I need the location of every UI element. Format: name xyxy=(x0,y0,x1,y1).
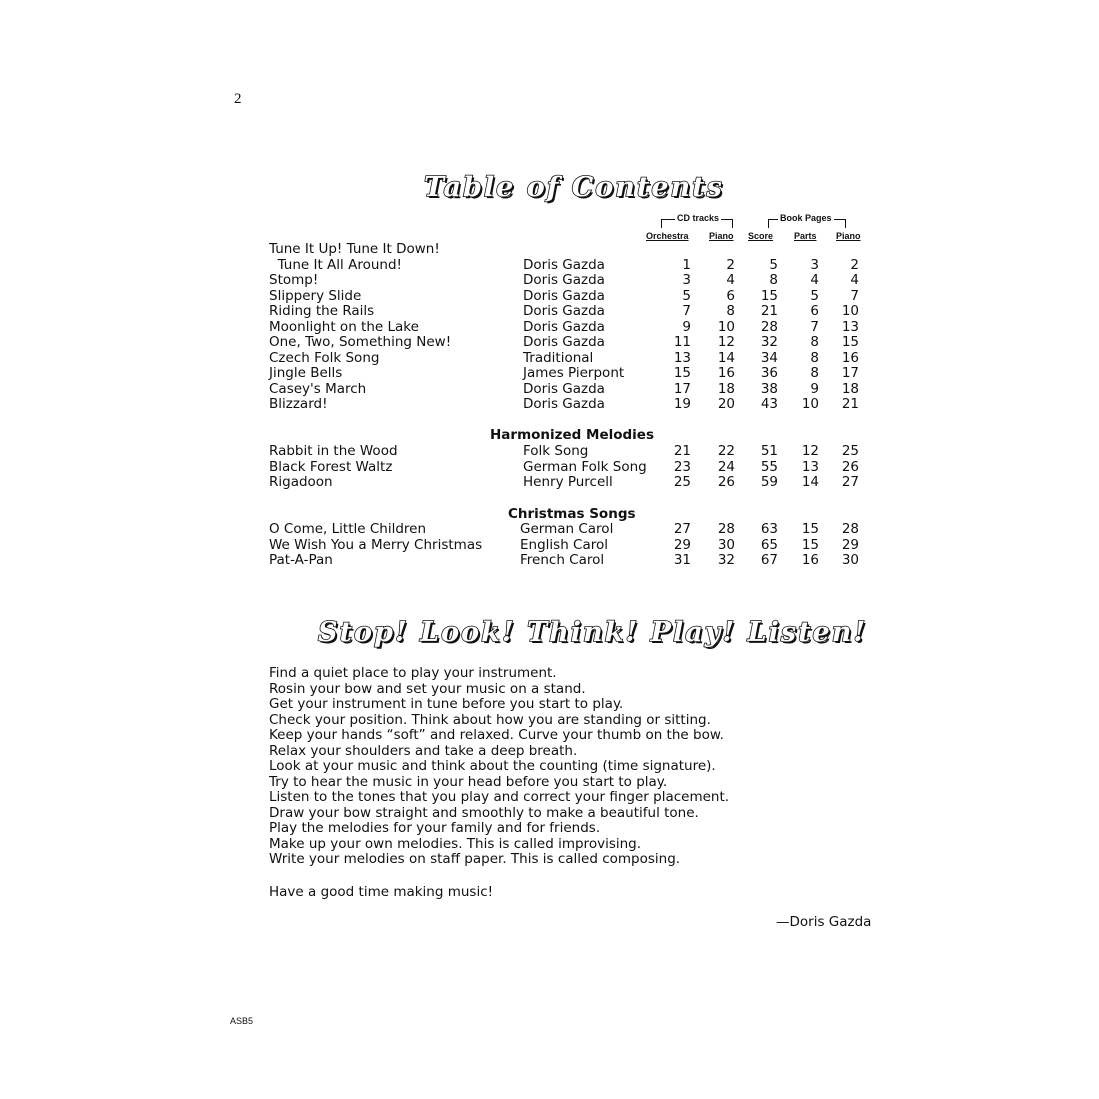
table-row xyxy=(0,365,1099,381)
score-page: 55 xyxy=(760,458,778,475)
piano-page: 2 xyxy=(850,256,859,273)
tip-line: Keep your hands “soft” and relaxed. Curve your thumb on the bow. xyxy=(269,727,724,743)
col-header-score: Score xyxy=(748,231,774,241)
tip-line: Relax your shoulders and take a deep breath. xyxy=(269,742,578,759)
score-page: 43 xyxy=(760,396,778,412)
orchestra-track: 7 xyxy=(682,303,691,319)
piano-page: 18 xyxy=(841,380,859,397)
tips-title: Stop! Look! Think! Play! Listen! xyxy=(318,617,868,648)
song-title: Tune It All Around! xyxy=(269,256,402,273)
table-row xyxy=(0,537,1099,553)
piano-page: 17 xyxy=(841,365,859,381)
composer: Traditional xyxy=(523,349,594,366)
composer: Doris Gazda xyxy=(523,318,605,335)
orchestra-track: 5 xyxy=(682,287,691,304)
composer: Doris Gazda xyxy=(523,303,605,319)
orchestra-track: 3 xyxy=(682,272,691,288)
orchestra-track: 11 xyxy=(673,334,691,350)
score-page: 36 xyxy=(760,365,778,381)
composer: Doris Gazda xyxy=(523,256,605,273)
piano-track: 12 xyxy=(717,334,735,350)
orchestra-track: 13 xyxy=(673,349,691,366)
score-page: 8 xyxy=(769,272,778,288)
piano-track: 24 xyxy=(717,458,735,475)
book-pages-group xyxy=(768,213,846,229)
composer: Folk Song xyxy=(523,443,589,459)
piano-track: 2 xyxy=(726,256,735,273)
tip-line: Make up your own melodies. This is called improvising. xyxy=(269,835,642,852)
piano-track: 10 xyxy=(717,318,735,335)
orchestra-track: 25 xyxy=(673,474,691,490)
parts-page: 12 xyxy=(801,443,819,459)
section-heading-christmas: Christmas Songs xyxy=(508,506,636,522)
parts-page: 16 xyxy=(801,552,819,568)
col-header-book-piano: Piano xyxy=(836,231,861,241)
bracket-right xyxy=(832,219,846,228)
composer: German Folk Song xyxy=(523,458,647,475)
tip-line: Play the melodies for your family and for friends. xyxy=(269,820,601,836)
table-row xyxy=(0,552,1099,568)
piano-page: 26 xyxy=(841,458,859,475)
score-page: 59 xyxy=(760,474,778,490)
tip-line: Write your melodies on staff paper. This is called composing. xyxy=(269,851,681,867)
tip-line: Check your position. Think about how you are standing or sitting. xyxy=(269,711,711,728)
song-title: Rigadoon xyxy=(269,474,333,490)
table-row xyxy=(0,350,1099,366)
orchestra-track: 21 xyxy=(673,443,691,459)
tip-line: Draw your bow straight and smoothly to make a beautiful tone. xyxy=(269,804,699,821)
song-title: Slippery Slide xyxy=(269,287,362,304)
parts-page: 8 xyxy=(810,334,819,350)
song-title: Black Forest Waltz xyxy=(269,458,393,475)
piano-track: 16 xyxy=(717,365,735,381)
table-row xyxy=(0,288,1099,304)
parts-page: 7 xyxy=(810,318,819,335)
piano-track: 26 xyxy=(717,474,735,490)
col-header-cd-piano: Piano xyxy=(709,231,734,241)
piano-page: 29 xyxy=(841,536,859,553)
score-page: 34 xyxy=(760,349,778,366)
parts-page: 5 xyxy=(810,287,819,304)
page-number: 2 xyxy=(234,91,242,107)
piano-page: 13 xyxy=(841,318,859,335)
piano-track: 30 xyxy=(717,536,735,553)
piano-track: 32 xyxy=(717,552,735,568)
parts-page: 8 xyxy=(810,365,819,381)
piano-track: 22 xyxy=(717,443,735,459)
composer: English Carol xyxy=(520,536,609,553)
song-title: Riding the Rails xyxy=(269,303,375,319)
orchestra-track: 29 xyxy=(673,536,691,553)
parts-page: 3 xyxy=(810,256,819,273)
score-page: 51 xyxy=(760,443,778,459)
score-page: 32 xyxy=(760,334,778,350)
piano-page: 21 xyxy=(841,396,859,412)
score-page: 15 xyxy=(760,287,778,304)
table-row xyxy=(0,396,1099,412)
parts-page: 14 xyxy=(801,474,819,490)
composer: Doris Gazda xyxy=(523,380,605,397)
score-page: 5 xyxy=(769,256,778,273)
cd-tracks-group xyxy=(661,213,733,229)
book-pages-label: Book Pages xyxy=(780,213,832,223)
tip-line: Look at your music and think about the counting (time signature). xyxy=(269,758,716,774)
piano-page: 7 xyxy=(850,287,859,304)
orchestra-track: 23 xyxy=(673,458,691,475)
table-row xyxy=(0,319,1099,335)
score-page: 38 xyxy=(760,380,778,397)
table-row xyxy=(0,474,1099,490)
piano-track: 20 xyxy=(717,396,735,412)
song-title: O Come, Little Children xyxy=(269,521,427,537)
piano-track: 4 xyxy=(726,272,735,288)
piano-page: 15 xyxy=(841,334,859,350)
composer: James Pierpont xyxy=(523,365,625,381)
orchestra-track: 9 xyxy=(682,318,691,335)
score-page: 28 xyxy=(760,318,778,335)
orchestra-track: 17 xyxy=(673,380,691,397)
composer: Doris Gazda xyxy=(523,272,605,288)
piano-page: 4 xyxy=(850,272,859,288)
orchestra-track: 19 xyxy=(673,396,691,412)
col-header-parts: Parts xyxy=(794,231,817,241)
composer: Doris Gazda xyxy=(523,287,605,304)
song-title: Pat-A-Pan xyxy=(269,552,333,568)
orchestra-track: 31 xyxy=(673,552,691,568)
orchestra-track: 1 xyxy=(682,256,691,273)
table-row xyxy=(0,257,1099,273)
piano-track: 28 xyxy=(717,521,735,537)
parts-page: 9 xyxy=(810,380,819,397)
table-row xyxy=(0,303,1099,319)
tip-line: Find a quiet place to play your instrument. xyxy=(269,665,557,681)
footer-code: ASB5 xyxy=(230,1016,254,1026)
song-title: Casey's March xyxy=(269,380,367,397)
tip-line: Rosin your bow and set your music on a stand. xyxy=(269,680,586,697)
orchestra-track: 27 xyxy=(673,521,691,537)
piano-page: 27 xyxy=(841,474,859,490)
toc-title: Table of Contents xyxy=(424,172,724,203)
table-row xyxy=(0,381,1099,397)
tip-line: Listen to the tones that you play and correct your finger placement. xyxy=(269,789,730,805)
table-row xyxy=(0,272,1099,288)
score-page: 67 xyxy=(760,552,778,568)
piano-page: 28 xyxy=(841,521,859,537)
song-title: Rabbit in the Wood xyxy=(269,443,398,459)
table-row xyxy=(0,521,1099,537)
composer: Henry Purcell xyxy=(523,474,613,490)
piano-track: 14 xyxy=(717,349,735,366)
song-title: Tune It Up! Tune It Down! xyxy=(269,241,440,257)
score-page: 65 xyxy=(760,536,778,553)
piano-page: 30 xyxy=(841,552,859,568)
tips-list xyxy=(269,666,729,868)
cd-tracks-label: CD tracks xyxy=(677,213,720,223)
piano-track: 18 xyxy=(717,380,735,397)
parts-page: 10 xyxy=(801,396,819,412)
section-heading-harmonized: Harmonized Melodies xyxy=(490,427,654,443)
score-page: 21 xyxy=(760,303,778,319)
piano-track: 6 xyxy=(726,287,735,304)
song-title: One, Two, Something New! xyxy=(269,334,452,350)
piano-page: 25 xyxy=(841,443,859,459)
parts-page: 15 xyxy=(801,536,819,553)
tip-line: Try to hear the music in your head before you start to play. xyxy=(269,773,668,790)
parts-page: 15 xyxy=(801,521,819,537)
tip-line: Get your instrument in tune before you start to play. xyxy=(269,696,624,712)
composer: French Carol xyxy=(520,552,605,568)
parts-page: 13 xyxy=(801,458,819,475)
song-title: Blizzard! xyxy=(269,396,328,412)
composer: Doris Gazda xyxy=(523,334,605,350)
table-row xyxy=(0,241,1099,257)
col-header-orchestra: Orchestra xyxy=(646,231,689,241)
score-page: 63 xyxy=(760,521,778,537)
signature: —Doris Gazda xyxy=(776,914,872,930)
song-title: Stomp! xyxy=(269,272,319,288)
song-title: Jingle Bells xyxy=(269,365,343,381)
composer: Doris Gazda xyxy=(523,396,605,412)
table-row xyxy=(0,334,1099,350)
parts-page: 8 xyxy=(810,349,819,366)
orchestra-track: 15 xyxy=(673,365,691,381)
closing-line: Have a good time making music! xyxy=(269,884,494,900)
parts-page: 6 xyxy=(810,303,819,319)
song-title: Moonlight on the Lake xyxy=(269,318,419,335)
song-title: Czech Folk Song xyxy=(269,349,380,366)
table-row xyxy=(0,459,1099,475)
song-title: We Wish You a Merry Christmas xyxy=(269,536,483,553)
piano-track: 8 xyxy=(726,303,735,319)
piano-page: 16 xyxy=(841,349,859,366)
piano-page: 10 xyxy=(841,303,859,319)
composer: German Carol xyxy=(520,521,614,537)
parts-page: 4 xyxy=(810,272,819,288)
table-row xyxy=(0,443,1099,459)
